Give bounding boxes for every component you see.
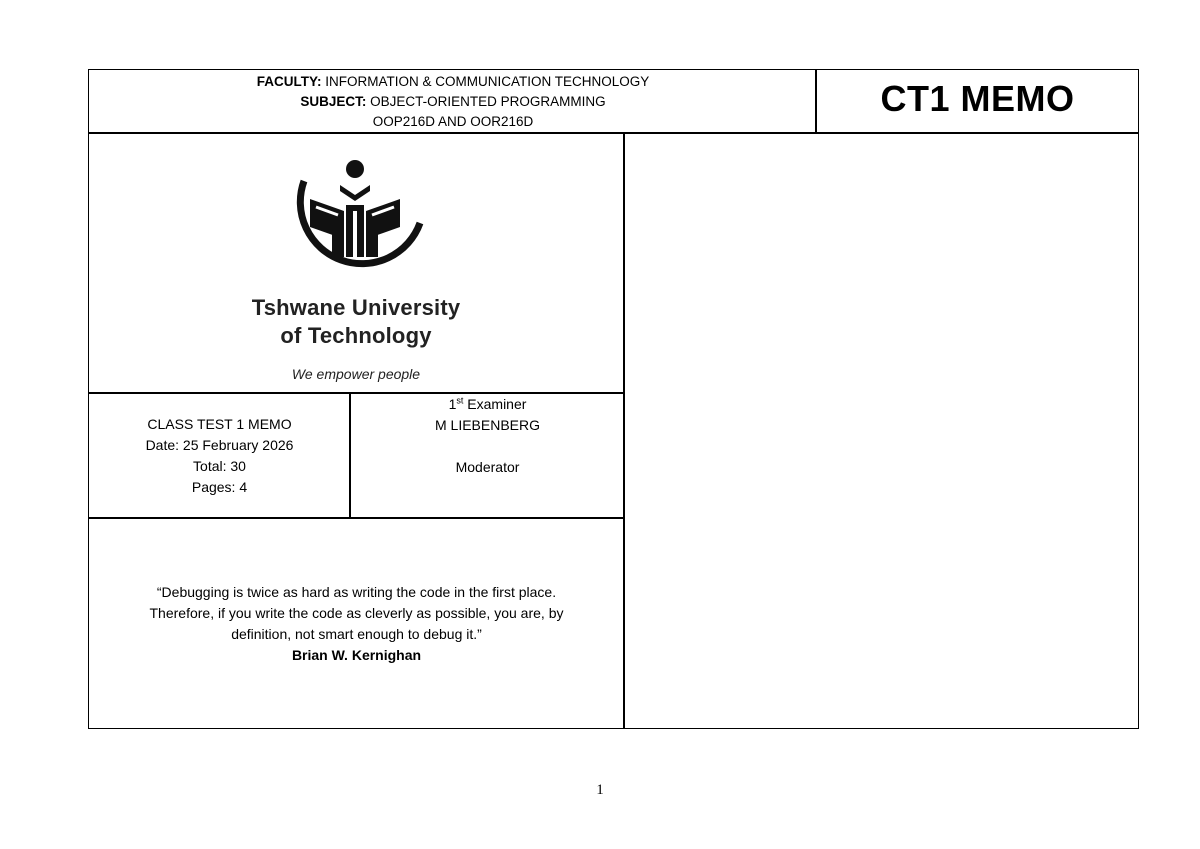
moderator-label: Moderator	[455, 459, 520, 475]
subject-line	[300, 92, 605, 112]
university-name-line1: Tshwane University	[251, 295, 461, 320]
page-number: 1	[596, 782, 604, 798]
tut-logo-icon	[280, 155, 430, 285]
university-name-line2: of Technology	[280, 323, 432, 348]
examiner-cell	[352, 394, 623, 517]
subject-value: OBJECT-ORIENTED PROGRAMMING	[370, 94, 606, 109]
first-examiner-text: Examiner	[467, 396, 527, 412]
first-examiner-number: 1	[448, 396, 457, 412]
quote-author: Brian W. Kernighan	[291, 646, 422, 663]
info-column-divider	[349, 392, 351, 518]
quote-line-3: definition, not smart enough to debug it.”	[231, 625, 482, 642]
test-info-cell	[90, 394, 349, 517]
quote-block	[90, 520, 623, 727]
test-pages: Pages: 4	[191, 478, 248, 495]
memo-title: CT1 MEMO	[880, 77, 1075, 119]
faculty-label: FACULTY:	[256, 74, 322, 89]
first-examiner-name: M LIEBENBERG	[434, 417, 541, 433]
module-codes: OOP216D AND OOR216D	[372, 114, 534, 129]
info-divider	[88, 517, 624, 519]
first-examiner-label	[449, 394, 527, 415]
body-column-divider	[623, 132, 625, 729]
subject-label: SUBJECT:	[300, 94, 367, 109]
university-motto: We empower people	[291, 366, 421, 382]
header-block	[90, 71, 816, 133]
first-examiner-ordinal: st	[456, 395, 464, 406]
quote-line-2: Therefore, if you write the code as cleverly as possible, you are, by	[149, 604, 564, 621]
quote-line-1: “Debugging is twice as hard as writing the code in the first place.	[156, 583, 557, 600]
faculty-line	[257, 72, 650, 92]
test-total: Total: 30	[193, 457, 246, 474]
test-date: Date: 25 February 2026	[145, 436, 294, 453]
test-title: CLASS TEST 1 MEMO	[147, 415, 292, 432]
university-name	[240, 294, 472, 350]
faculty-value: INFORMATION & COMMUNICATION TECHNOLOGY	[325, 74, 650, 89]
